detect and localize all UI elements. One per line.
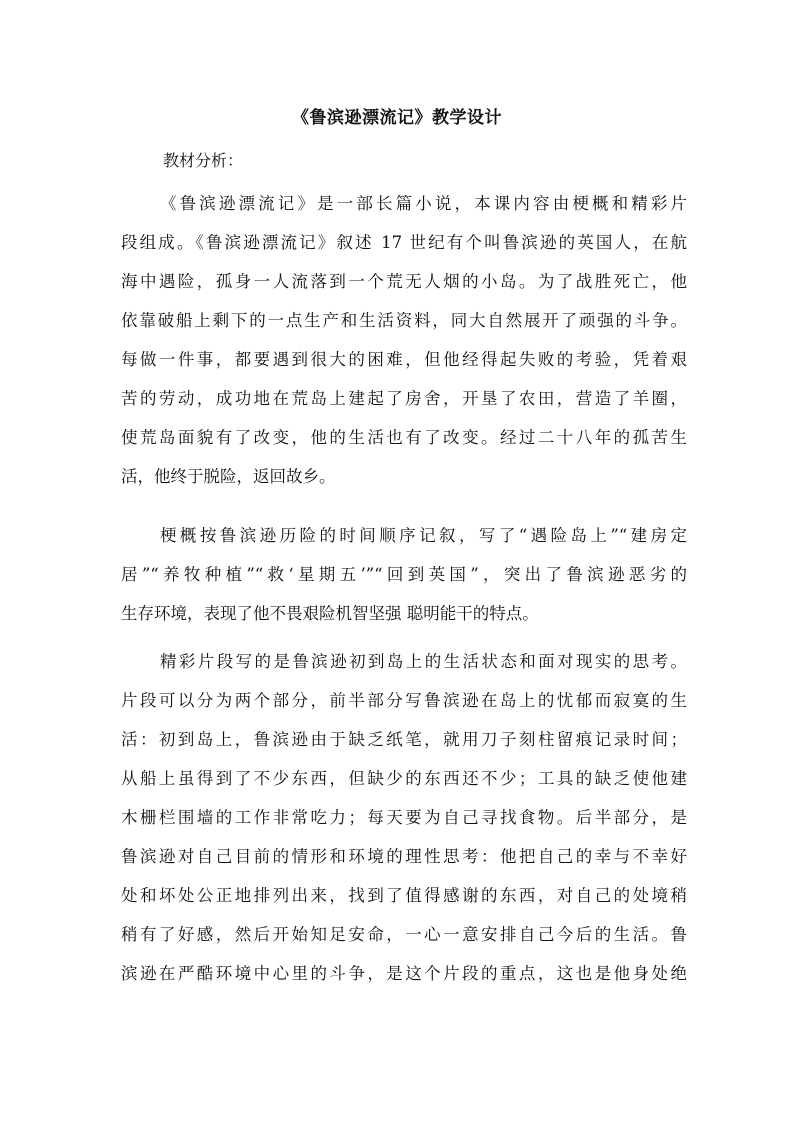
paragraph-line: 生存环境，表现了他不畏艰险机智坚强 聪明能干的特点。 — [121, 604, 539, 623]
paragraph-line: 段组成。《鲁滨逊漂流记》叙述 17 世纪有个叫鲁滨逊的英国人，在航 — [121, 233, 687, 252]
paragraph-line: 木栅栏围墙的工作非常吃力；每天要为自己寻找食物。后半部分，是 — [121, 808, 687, 827]
document-title: 《鲁滨逊漂流记》教学设计 — [292, 108, 502, 128]
paragraph-line: 梗概按鲁滨逊历险的时间顺序记叙，写了“遇险岛上”“建房定 — [160, 526, 687, 545]
paragraph-line: 鲁滨逊对自己目前的情形和环境的理性思考：他把自己的幸与不幸好 — [121, 847, 687, 866]
paragraph-line: 从船上虽得到了不少东西，但缺少的东西还不少；工具的缺乏使他建 — [121, 769, 687, 788]
paragraph-line: 《鲁滨逊漂流记》是一部长篇小说，本课内容由梗概和精彩片 — [160, 194, 687, 213]
paragraph-line: 海中遇险，孤身一人流落到一个荒无人烟的小岛。为了战胜死亡，他 — [121, 272, 687, 291]
paragraph-line: 处和坏处公正地排列出来，找到了值得感谢的东西，对自己的处境稍 — [121, 886, 687, 905]
paragraph-line: 活，他终于脱险，返回故乡。 — [121, 467, 336, 486]
section-heading: 教材分析： — [163, 151, 244, 170]
paragraph-line: 片段可以分为两个部分，前半部分写鲁滨逊在岛上的忧郁而寂寞的生 — [121, 691, 687, 710]
paragraph-line: 每做一件事，都要遇到很大的困难，但他经得起失败的考验，凭着艰 — [121, 350, 687, 369]
paragraph-line: 苦的劳动，成功地在荒岛上建起了房舍，开垦了农田，营造了羊圈， — [121, 389, 687, 408]
paragraph-line: 滨逊在严酷环境中心里的斗争，是这个片段的重点，这也是他身处绝 — [121, 964, 687, 983]
paragraph-line: 居”“养牧种植”“救‘星期五’”“回到英国”，突出了鲁滨逊恶劣的 — [121, 565, 687, 584]
paragraph-line: 稍有了好感，然后开始知足安命，一心一意安排自己今后的生活。鲁 — [121, 925, 687, 944]
paragraph-line: 依靠破船上剩下的一点生产和生活资料，同大自然展开了顽强的斗争。 — [121, 311, 687, 330]
paragraph-line: 使荒岛面貌有了改变，他的生活也有了改变。经过二十八年的孤苦生 — [121, 428, 687, 447]
paragraph-line: 精彩片段写的是鲁滨逊初到岛上的生活状态和面对现实的思考。 — [160, 652, 687, 671]
paragraph-line: 活：初到岛上，鲁滨逊由于缺乏纸笔，就用刀子刻柱留痕记录时间； — [121, 730, 687, 749]
